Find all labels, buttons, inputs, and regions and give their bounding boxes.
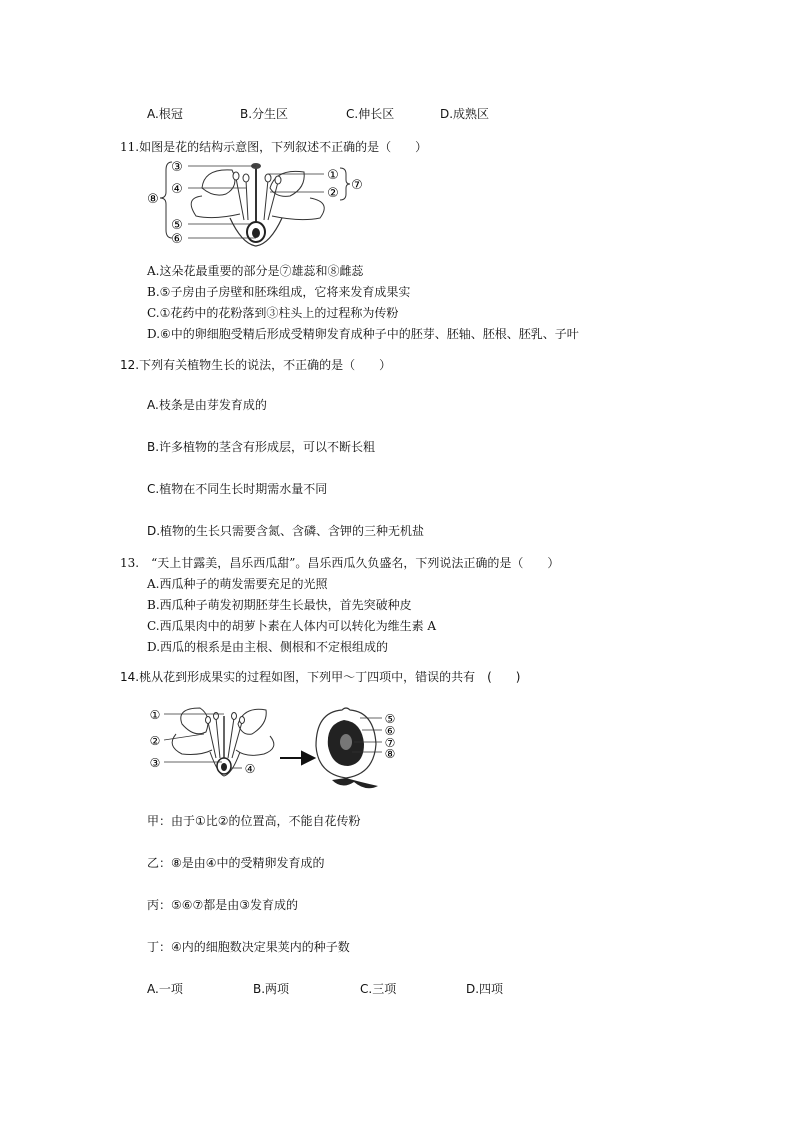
q11-stem: 11.如图是花的结构示意图，下列叙述不正确的是（ ）	[120, 140, 428, 154]
q12-option-d: D.植物的生长只需要含氮、含磷、含钾的三种无机盐	[147, 524, 425, 538]
q14-statement-bing: 丙：⑤⑥⑦都是由③发育成的	[147, 898, 299, 912]
q14-flower-label-1: ①	[149, 708, 161, 722]
q10-option-a: A.根冠	[147, 107, 183, 121]
q11-flower-diagram	[144, 158, 370, 248]
q11-label-4: ④	[171, 182, 183, 197]
q14-flower-label-3: ③	[149, 756, 161, 770]
q11-label-1: ①	[327, 168, 339, 183]
q14-stem: 14.桃从花到形成果实的过程如图，下列甲～丁四项中，错误的共有 ( )	[120, 670, 521, 684]
q11-label-8: ⑧	[147, 192, 159, 207]
q14-fruit-label-6: ⑥	[384, 724, 396, 738]
q13-stem: 13. “天上甘露美，昌乐西瓜甜”。昌乐西瓜久负盛名，下列说法正确的是（ ）	[120, 556, 560, 570]
q14-option-a: A.一项	[147, 982, 183, 996]
q12-stem: 12.下列有关植物生长的说法，不正确的是（ ）	[120, 358, 392, 372]
q14-fruit-label-8: ⑧	[384, 747, 396, 761]
q14-statement-ding: 丁：④内的细胞数决定果荚内的种子数	[147, 940, 350, 954]
q11-label-7: ⑦	[351, 178, 363, 193]
q10-option-d: D.成熟区	[440, 107, 490, 121]
q13-option-b: B.西瓜种子萌发初期胚芽生长最快，首先突破种皮	[147, 598, 412, 612]
q14-option-b: B.两项	[253, 982, 290, 996]
q11-option-a: A.这朵花最重要的部分是⑦雄蕊和⑧雌蕊	[147, 264, 364, 278]
q13-option-d: D.西瓜的根系是由主根、侧根和不定根组成的	[147, 640, 389, 654]
q10-option-c: C.伸长区	[346, 107, 395, 121]
q14-option-c: C.三项	[360, 982, 397, 996]
q14-statement-yi: 乙：⑧是由④中的受精卵发育成的	[147, 856, 325, 870]
q12-option-a: A.枝条是由芽发育成的	[147, 398, 267, 412]
q14-flower-label-4: ④	[244, 762, 256, 776]
q14-statement-jia: 甲：由于①比②的位置高，不能自花传粉	[147, 814, 361, 828]
q14-flower-label-2: ②	[149, 734, 161, 748]
q13-option-a: A.西瓜种子的萌发需要充足的光照	[147, 577, 328, 591]
q12-option-c: C.植物在不同生长时期需水量不同	[147, 482, 328, 496]
q12-option-b: B.许多植物的茎含有形成层，可以不断长粗	[147, 440, 376, 454]
q11-label-2: ②	[327, 186, 339, 201]
q11-label-5: ⑤	[171, 218, 183, 233]
q14-fruit-label-5: ⑤	[384, 712, 396, 726]
q14-fruit-label-7: ⑦	[384, 736, 396, 750]
q11-label-3: ③	[171, 160, 183, 175]
q13-option-c: C.西瓜果肉中的胡萝卜素在人体内可以转化为维生素 A	[147, 619, 437, 633]
q14-flower-fruit-diagram	[146, 702, 406, 794]
q10-option-b: B.分生区	[240, 107, 289, 121]
q11-option-d: D.⑥中的卵细胞受精后形成受精卵发育成种子中的胚芽、胚轴、胚根、胚乳、子叶	[147, 327, 579, 341]
q11-option-b: B.⑤子房由子房壁和胚珠组成，它将来发育成果实	[147, 285, 411, 299]
q14-option-d: D.四项	[466, 982, 504, 996]
q11-label-6: ⑥	[171, 232, 183, 247]
q11-option-c: C.①花药中的花粉落到③柱头上的过程称为传粉	[147, 306, 399, 320]
